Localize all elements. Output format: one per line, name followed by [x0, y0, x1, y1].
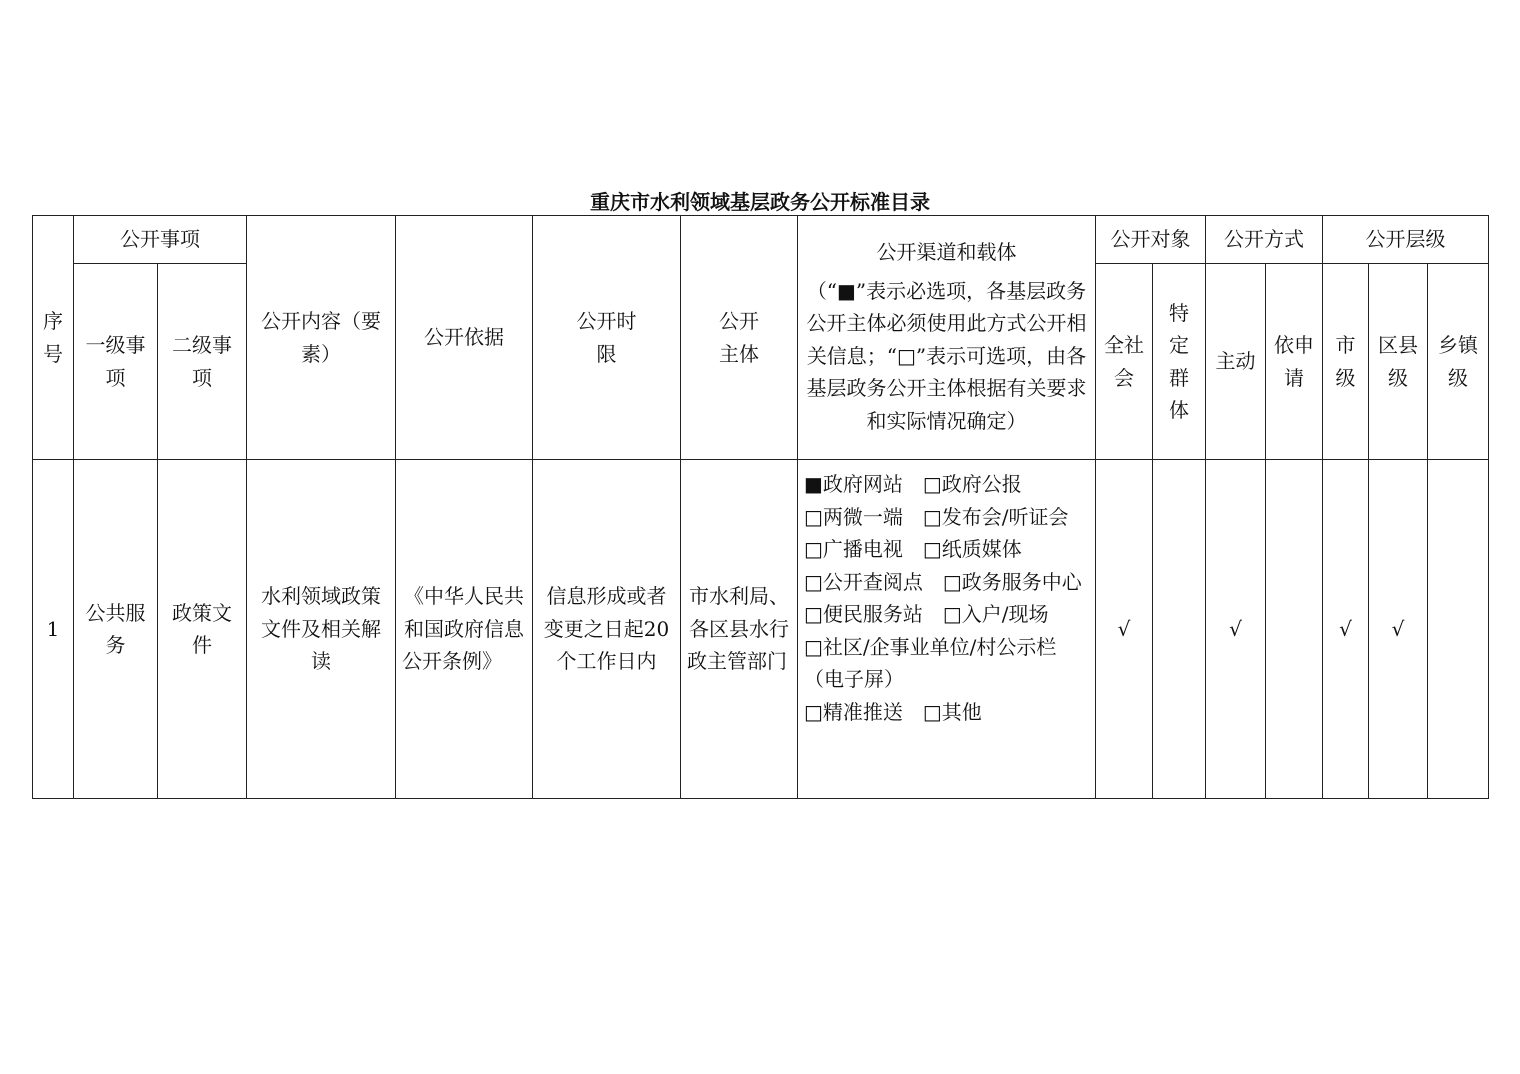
header-subject: 公开主体: [681, 216, 798, 460]
header-target-specific: 特定群体: [1153, 264, 1206, 460]
channel-option: □便民服务站 □入户/现场: [804, 602, 1049, 626]
header-method-active: 主动: [1206, 264, 1266, 460]
header-method-group: 公开方式: [1206, 216, 1323, 264]
channel-header-title: 公开渠道和载体: [876, 240, 1017, 264]
cell-level1: 公共服务: [74, 460, 158, 799]
header-item-group: 公开事项: [74, 216, 247, 264]
header-target-all: 全社会: [1096, 264, 1153, 460]
catalog-table: [32, 215, 1489, 799]
channel-option: □两微一端 □发布会/听证会: [804, 504, 1069, 529]
channel-option: □社区/企事业单位/村公示栏（电子屏）: [804, 634, 1057, 691]
cell-time-limit: 信息形成或者变更之日起20个工作日内: [533, 460, 681, 799]
header-level-city: 市级: [1323, 264, 1369, 460]
cell-method-request: [1266, 460, 1323, 799]
header-level-group: 公开层级: [1323, 216, 1489, 264]
table-row: [33, 460, 1489, 799]
cell-seq: 1: [33, 460, 74, 799]
header-item-level1: 一级事项: [74, 264, 158, 460]
cell-level-district: √: [1369, 460, 1428, 799]
cell-method-active: √: [1206, 460, 1266, 799]
header-target-group: 公开对象: [1096, 216, 1206, 264]
document-title: 重庆市水利领域基层政务公开标准目录: [590, 190, 930, 214]
cell-subject: 市水利局、各区县水行政主管部门: [681, 460, 798, 799]
cell-channels: [798, 460, 1096, 799]
header-item-level2: 二级事项: [158, 264, 247, 460]
header-row-1: [33, 216, 1489, 264]
cell-level-town: [1428, 460, 1489, 799]
header-basis: 公开依据: [396, 216, 533, 460]
cell-level2: 政策文件: [158, 460, 247, 799]
channel-option: □广播电视 □纸质媒体: [804, 537, 1022, 561]
cell-target-specific: [1153, 460, 1206, 799]
cell-target-all: √: [1096, 460, 1153, 799]
header-time-limit: 公开时限: [533, 216, 681, 460]
cell-basis: 《中华人民共和国政府信息公开条例》: [396, 460, 533, 799]
header-level-town: 乡镇级: [1428, 264, 1489, 460]
header-channel: [798, 216, 1096, 460]
header-content: 公开内容（要素）: [247, 216, 396, 460]
header-seq: 序号: [33, 216, 74, 460]
channel-option: □精准推送 □其他: [804, 699, 982, 724]
cell-content: 水利领域政策文件及相关解读: [247, 460, 396, 799]
cell-level-city: √: [1323, 460, 1369, 799]
channel-header-note: （“■”表示必选项，各基层政务公开主体必须使用此方式公开相关信息；“□”表示可选项，由各基层政务公开主体根据有关要求和实际情况确定）: [806, 278, 1087, 433]
header-level-district: 区县级: [1369, 264, 1428, 460]
channel-option: ■政府网站 □政府公报: [804, 472, 1022, 496]
header-method-request: 依申请: [1266, 264, 1323, 460]
channel-option: □公开查阅点 □政务服务中心: [804, 569, 1082, 594]
